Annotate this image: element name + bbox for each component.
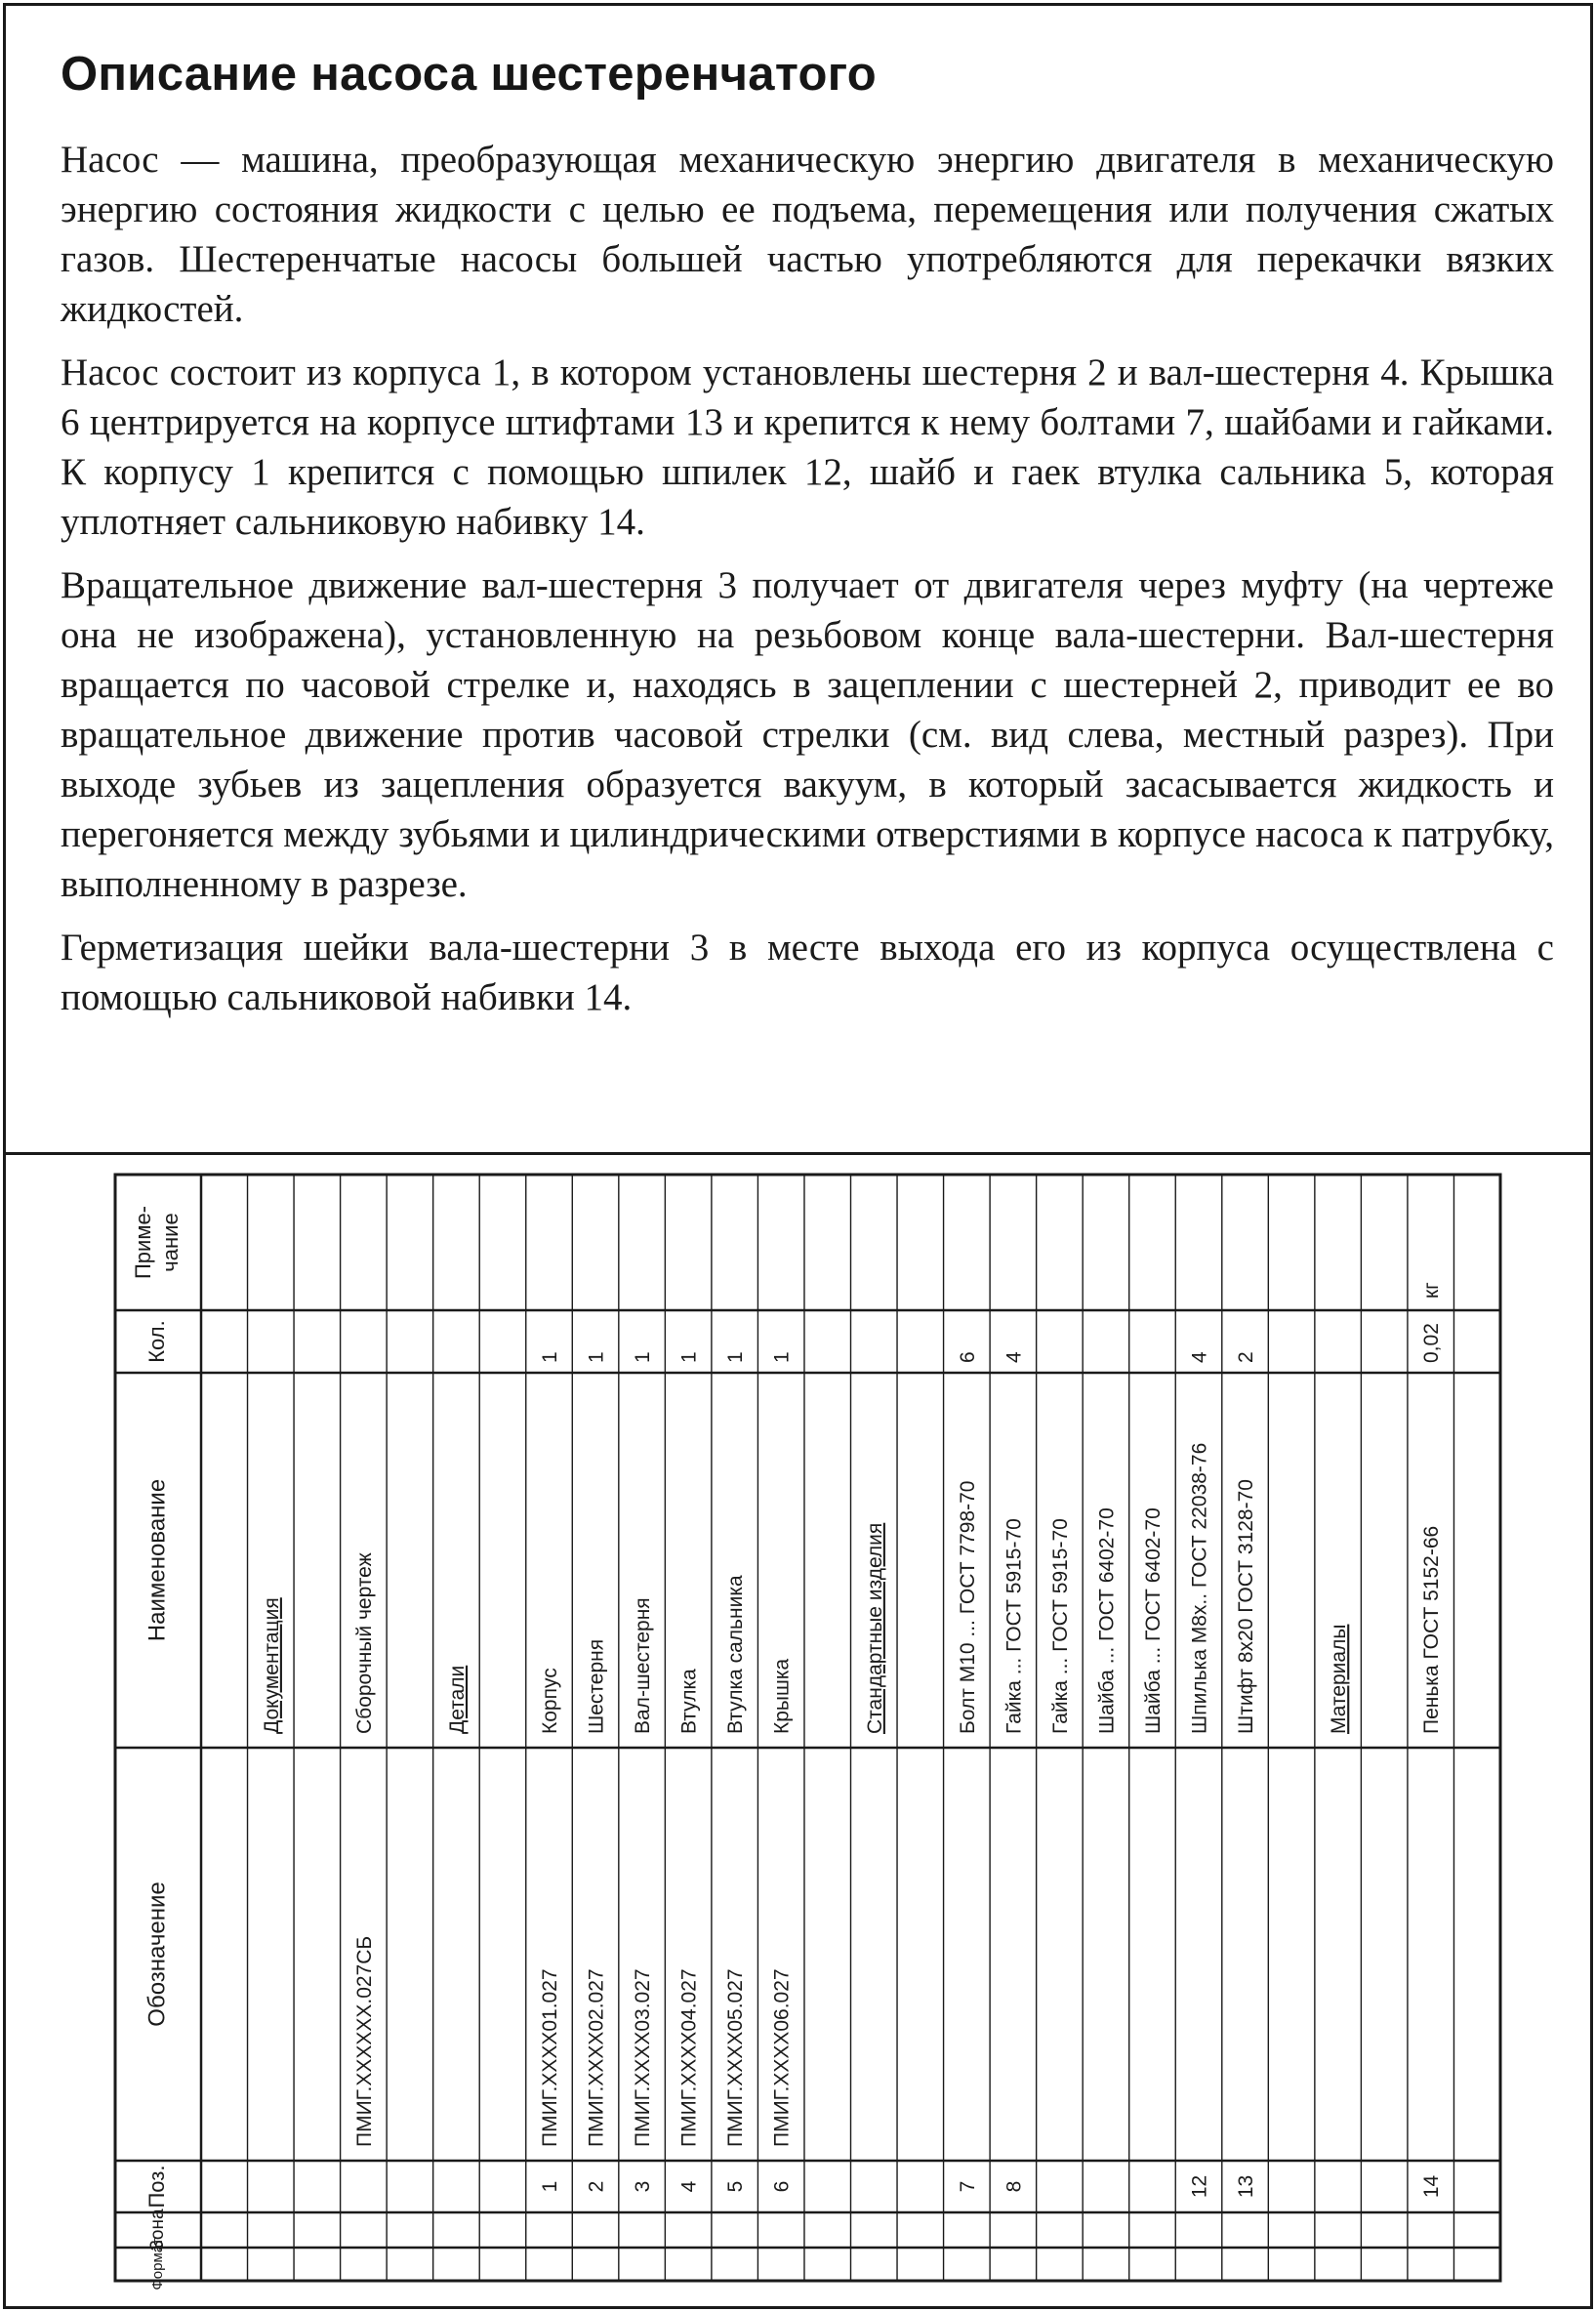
cell-name: Пенька ГОСТ 5152-66	[1420, 1525, 1444, 1734]
cell-name: Гайка ... ГОСТ 5915-70	[1048, 1518, 1072, 1734]
cell-designation: ПМИГ.XXXX02.027	[585, 1968, 608, 2147]
cell-pos: 5	[724, 2180, 748, 2193]
header-zone: Зона	[147, 2209, 169, 2251]
cell-designation: ПМИГ.XXXX05.027	[724, 1968, 748, 2147]
header-name: Наименование	[143, 1478, 171, 1642]
cell-qty: 1	[632, 1351, 655, 1363]
header-pos: Поз.	[143, 2165, 169, 2209]
cell-name: Гайка ... ГОСТ 5915-70	[1003, 1518, 1026, 1734]
cell-name: Крышка	[770, 1658, 794, 1734]
cell-qty: 4	[1188, 1351, 1211, 1363]
cell-name: Корпус	[539, 1668, 562, 1734]
cell-pos: 8	[1003, 2180, 1026, 2193]
cell-qty: 1	[585, 1351, 608, 1363]
cell-pos: 13	[1235, 2174, 1258, 2199]
section-heading: Документация	[260, 1597, 283, 1734]
cell-qty: 6	[956, 1351, 979, 1363]
cell-qty: 1	[770, 1351, 794, 1363]
cell-pos: 1	[539, 2180, 562, 2193]
cell-name: Шайба ... ГОСТ 6402-70	[1095, 1507, 1119, 1734]
header-qty: Кол.	[143, 1320, 169, 1363]
cell-pos: 3	[632, 2180, 655, 2193]
header-note: Приме-	[130, 1205, 155, 1280]
cell-name: Шайба ... ГОСТ 6402-70	[1142, 1507, 1166, 1734]
cell-pos: 4	[677, 2180, 701, 2193]
cell-name: Вал-шестерня	[632, 1597, 655, 1734]
table-border	[115, 1175, 1500, 2281]
cell-qty: 4	[1003, 1351, 1026, 1363]
cell-name: Шестерня	[585, 1638, 608, 1734]
header-note: чание	[157, 1213, 183, 1272]
cell-designation: ПМИГ.XXXXXX.027СБ	[352, 1935, 376, 2147]
cell-name: Шпилька М8х.. ГОСТ 22038-76	[1188, 1442, 1211, 1734]
cell-name: Втулка	[677, 1669, 701, 1734]
cell-designation: ПМИГ.XXXX06.027	[770, 1968, 794, 2147]
section-heading: Стандартные изделия	[863, 1522, 886, 1734]
paragraph-1: Насос — машина, преобразующая механическую энергию двигателя в механическую энергию состояния жидкости с целью ее подъема, перемещения или получения сжатых газов. Шестеренчатые насосы большей частью употребляются для перекачки вязких жидкостей.	[61, 139, 1554, 330]
cell-qty: 1	[677, 1351, 701, 1363]
header-designation: Обозначение	[143, 1881, 171, 2027]
cell-qty: 2	[1235, 1351, 1258, 1363]
cell-qty: 0,02	[1420, 1323, 1444, 1363]
cell-name: Сборочный чертеж	[352, 1552, 376, 1734]
cell-pos: 6	[770, 2180, 794, 2193]
cell-designation: ПМИГ.XXXX03.027	[632, 1968, 655, 2147]
paragraph-2: Насос состоит из корпуса 1, в котором установлены шестерня 2 и вал-шестерня 4. Крышка 6 центрируется на корпусе штифтами 13 и крепится к нему болтами 7, шайбами и гайками. К корпусу 1 крепится с помощью шпилек 12, шайб и гаек втулка сальника 5, которая уплотняет сальниковую набивку 14.	[61, 351, 1554, 543]
page-title: Описание насоса шестеренчатого	[61, 48, 878, 101]
cell-name: Штифт 8х20 ГОСТ 3128-70	[1235, 1479, 1258, 1734]
cell-pos: 14	[1420, 2174, 1444, 2199]
cell-designation: ПМИГ.XXXX04.027	[677, 1968, 701, 2147]
cell-qty: 1	[724, 1351, 748, 1363]
section-heading: Материалы	[1328, 1624, 1351, 1734]
paragraph-3: Вращательное движение вал-шестерня 3 получает от двигателя через муфту (на чертеже она не изображена), установленную на резьбовом конце вала-шестерни. Вал-шестерня вращается по часовой стрелке и, находясь в зацеплении с шестерней 2, приводит ее во вращательное движение против часовой стрелки (см. вид слева, местный разрез). При выходе зубьев из зацепления образуется вакуум, в который засасывается жидкость и перегоняется между зубьями и цилиндрическими отверстиями в корпусе насоса к патрубку, выполненному в разрезе.	[61, 564, 1554, 905]
cell-designation: ПМИГ.XXXX01.027	[539, 1968, 562, 2147]
cell-qty: 1	[539, 1351, 562, 1363]
cell-pos: 7	[956, 2180, 979, 2193]
cell-note: кг	[1420, 1282, 1444, 1299]
section-heading: Детали	[445, 1665, 469, 1734]
cell-name: Втулка сальника	[724, 1575, 748, 1734]
header-format: Формат	[148, 2238, 166, 2291]
cell-name: Болт М10 ... ГОСТ 7798-70	[956, 1480, 979, 1734]
cell-pos: 2	[585, 2180, 608, 2193]
paragraph-4: Герметизация шейки вала-шестерни 3 в месте выхода его из корпуса осуществлена с помощью сальниковой набивки 14.	[61, 927, 1554, 1018]
cell-pos: 12	[1188, 2174, 1211, 2199]
